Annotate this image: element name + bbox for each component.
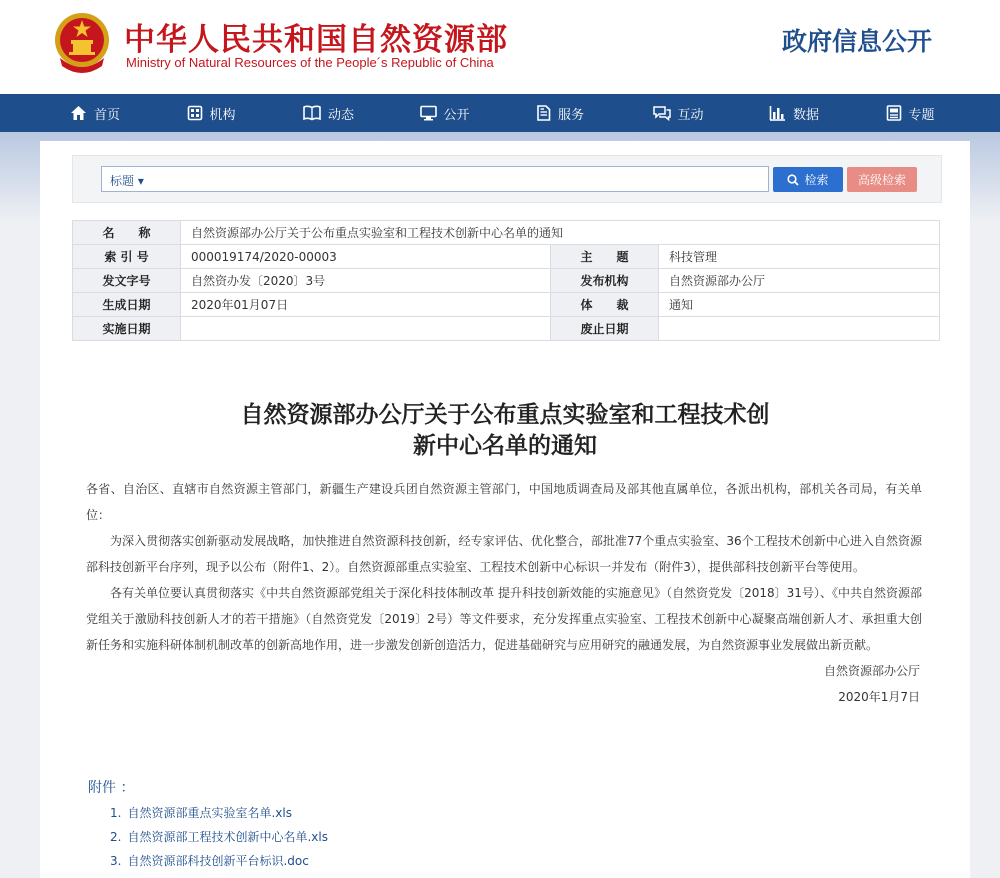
main-nav [0,94,1000,132]
abolish-date-value [659,317,940,341]
monitor-icon [420,105,437,121]
genre-key: 体 裁 [551,293,659,317]
topic-icon [886,105,902,121]
attachments-label: 附件 ： [88,780,135,796]
attachment-name[interactable]: 自然资源部工程技术创新中心名单.xls [127,830,328,844]
search-button[interactable] [773,167,843,192]
bar-chart-icon [769,105,786,121]
salutation: 各省、自治区、直辖市自然资源主管部门，新疆生产建设兵团自然资源主管部门，中国地质调查局及部其他直属单位，各派出机构，部机关各司局，有关单位： [86,482,922,522]
doc-number-value: 自然资办发〔2020〕3号 [181,269,551,293]
attachment-number: 1. [110,806,122,820]
abolish-date-key: 废止日期 [551,317,659,341]
advanced-search-button[interactable]: 高级检索 [847,167,917,192]
nav-item-label: 服务 [558,107,585,123]
generated-date-value: 2020年01月07日 [181,293,551,317]
nav-item-services[interactable] [524,94,641,132]
nav-item-interaction[interactable] [641,94,758,132]
table-row [73,293,940,317]
index-key: 索 引 号 [73,245,181,269]
nav-item-news[interactable] [291,94,408,132]
nav-item-label: 动态 [328,107,355,123]
nav-item-label: 专题 [908,107,935,123]
name-value: 自然资源部办公厅关于公布重点实验室和工程技术创新中心名单的通知 [181,221,940,245]
genre-value: 通知 [659,293,940,317]
signature: 自然资源部办公厅 [823,664,920,678]
implementation-date-key: 实施日期 [73,317,181,341]
attachment-link[interactable] [110,801,334,825]
search-bar [72,155,942,203]
chat-icon [653,105,671,121]
nav-item-label: 互动 [677,107,704,123]
document-title-line2: 新中心名单的通知 [413,432,597,459]
subject-key: 主 题 [551,245,659,269]
home-icon [70,105,87,121]
table-row [73,269,940,293]
attachment-link[interactable] [110,825,334,849]
nav-item-label: 首页 [94,107,121,123]
table-row [73,245,940,269]
nav-item-topics[interactable] [874,94,991,132]
national-emblem-icon[interactable] [52,10,112,74]
nav-item-home[interactable] [58,94,175,132]
site-title-en[interactable]: Ministry of Natural Resources of the People´s Republic of China [126,55,494,70]
site-title-cn[interactable]: 中华人民共和国自然资源部 [124,22,508,58]
attachment-link[interactable] [110,849,334,873]
attachment-number: 2. [110,830,122,844]
issuer-key: 发布机构 [551,269,659,293]
document-icon [536,105,551,121]
table-row [73,317,940,341]
nav-item-label: 数据 [793,107,820,123]
attachment-name[interactable]: 自然资源部重点实验室名单.xls [127,806,292,820]
table-row [73,221,940,245]
attachments-list [110,801,334,873]
document-info-table [72,220,940,341]
attachment-name[interactable]: 自然资源部科技创新平台标识.doc [127,854,309,868]
nav-item-organization[interactable] [175,94,292,132]
search-icon [787,174,799,186]
nav-item-label: 机构 [209,107,236,123]
nav-item-disclosure[interactable] [408,94,525,132]
search-input[interactable] [101,166,769,192]
index-value: 000019174/2020-00003 [181,245,551,269]
generated-date-key: 生成日期 [73,293,181,317]
implementation-date-value [181,317,551,341]
site-header [0,0,1000,94]
nav-item-label: 公开 [443,107,470,123]
subject-value: 科技管理 [659,245,940,269]
document-title-line1: 自然资源部办公厅关于公布重点实验室和工程技术创 [240,401,770,428]
paragraph-1: 为深入贯彻落实创新驱动发展战略，加快推进自然资源科技创新，经专家评估、优化整合，部批准77个重点实验室、36个工程技术创新中心进入自然资源部科技创新平台序列，现予以公布（附件1、2）。自然资源部重点实验室、工程技术创新中心标识一并发布（附件3），提供部科技创新平台等使用。 [86,534,922,574]
content-panel [40,141,970,878]
attachment-number: 3. [110,854,122,868]
nav-item-data[interactable] [757,94,874,132]
document-body [86,476,922,710]
paragraph-2: 各有关单位要认真贯彻落实《中共自然资源部党组关于深化科技体制改革 提升科技创新效能的实施意见》（自然资党发〔2018〕31号）、《中共自然资源部党组关于激励科技创新人才的若干措施》（自然资党发〔2019〕2号）等文件要求，充分发挥重点实验室、工程技术创新中心凝聚高端创新人才、承担重大创新任务和实施科研体制机制改革的创新高地作用，进一步激发创新创造活力，促进基础研究与应用研究的融通发展，为自然资源事业发展做出新贡献。 [86,586,922,652]
section-title[interactable]: 政府信息公开 [782,27,933,56]
name-key: 名 称 [73,221,181,245]
building-icon [187,105,203,121]
issuer-value: 自然资源部办公厅 [659,269,940,293]
document-title [40,399,970,461]
search-button-label: 检索 [804,173,829,187]
doc-number-key: 发文字号 [73,269,181,293]
signature-date: 2020年1月7日 [838,690,920,704]
book-icon [303,105,321,121]
search-type-select[interactable]: 标题 ▾ [110,174,144,188]
